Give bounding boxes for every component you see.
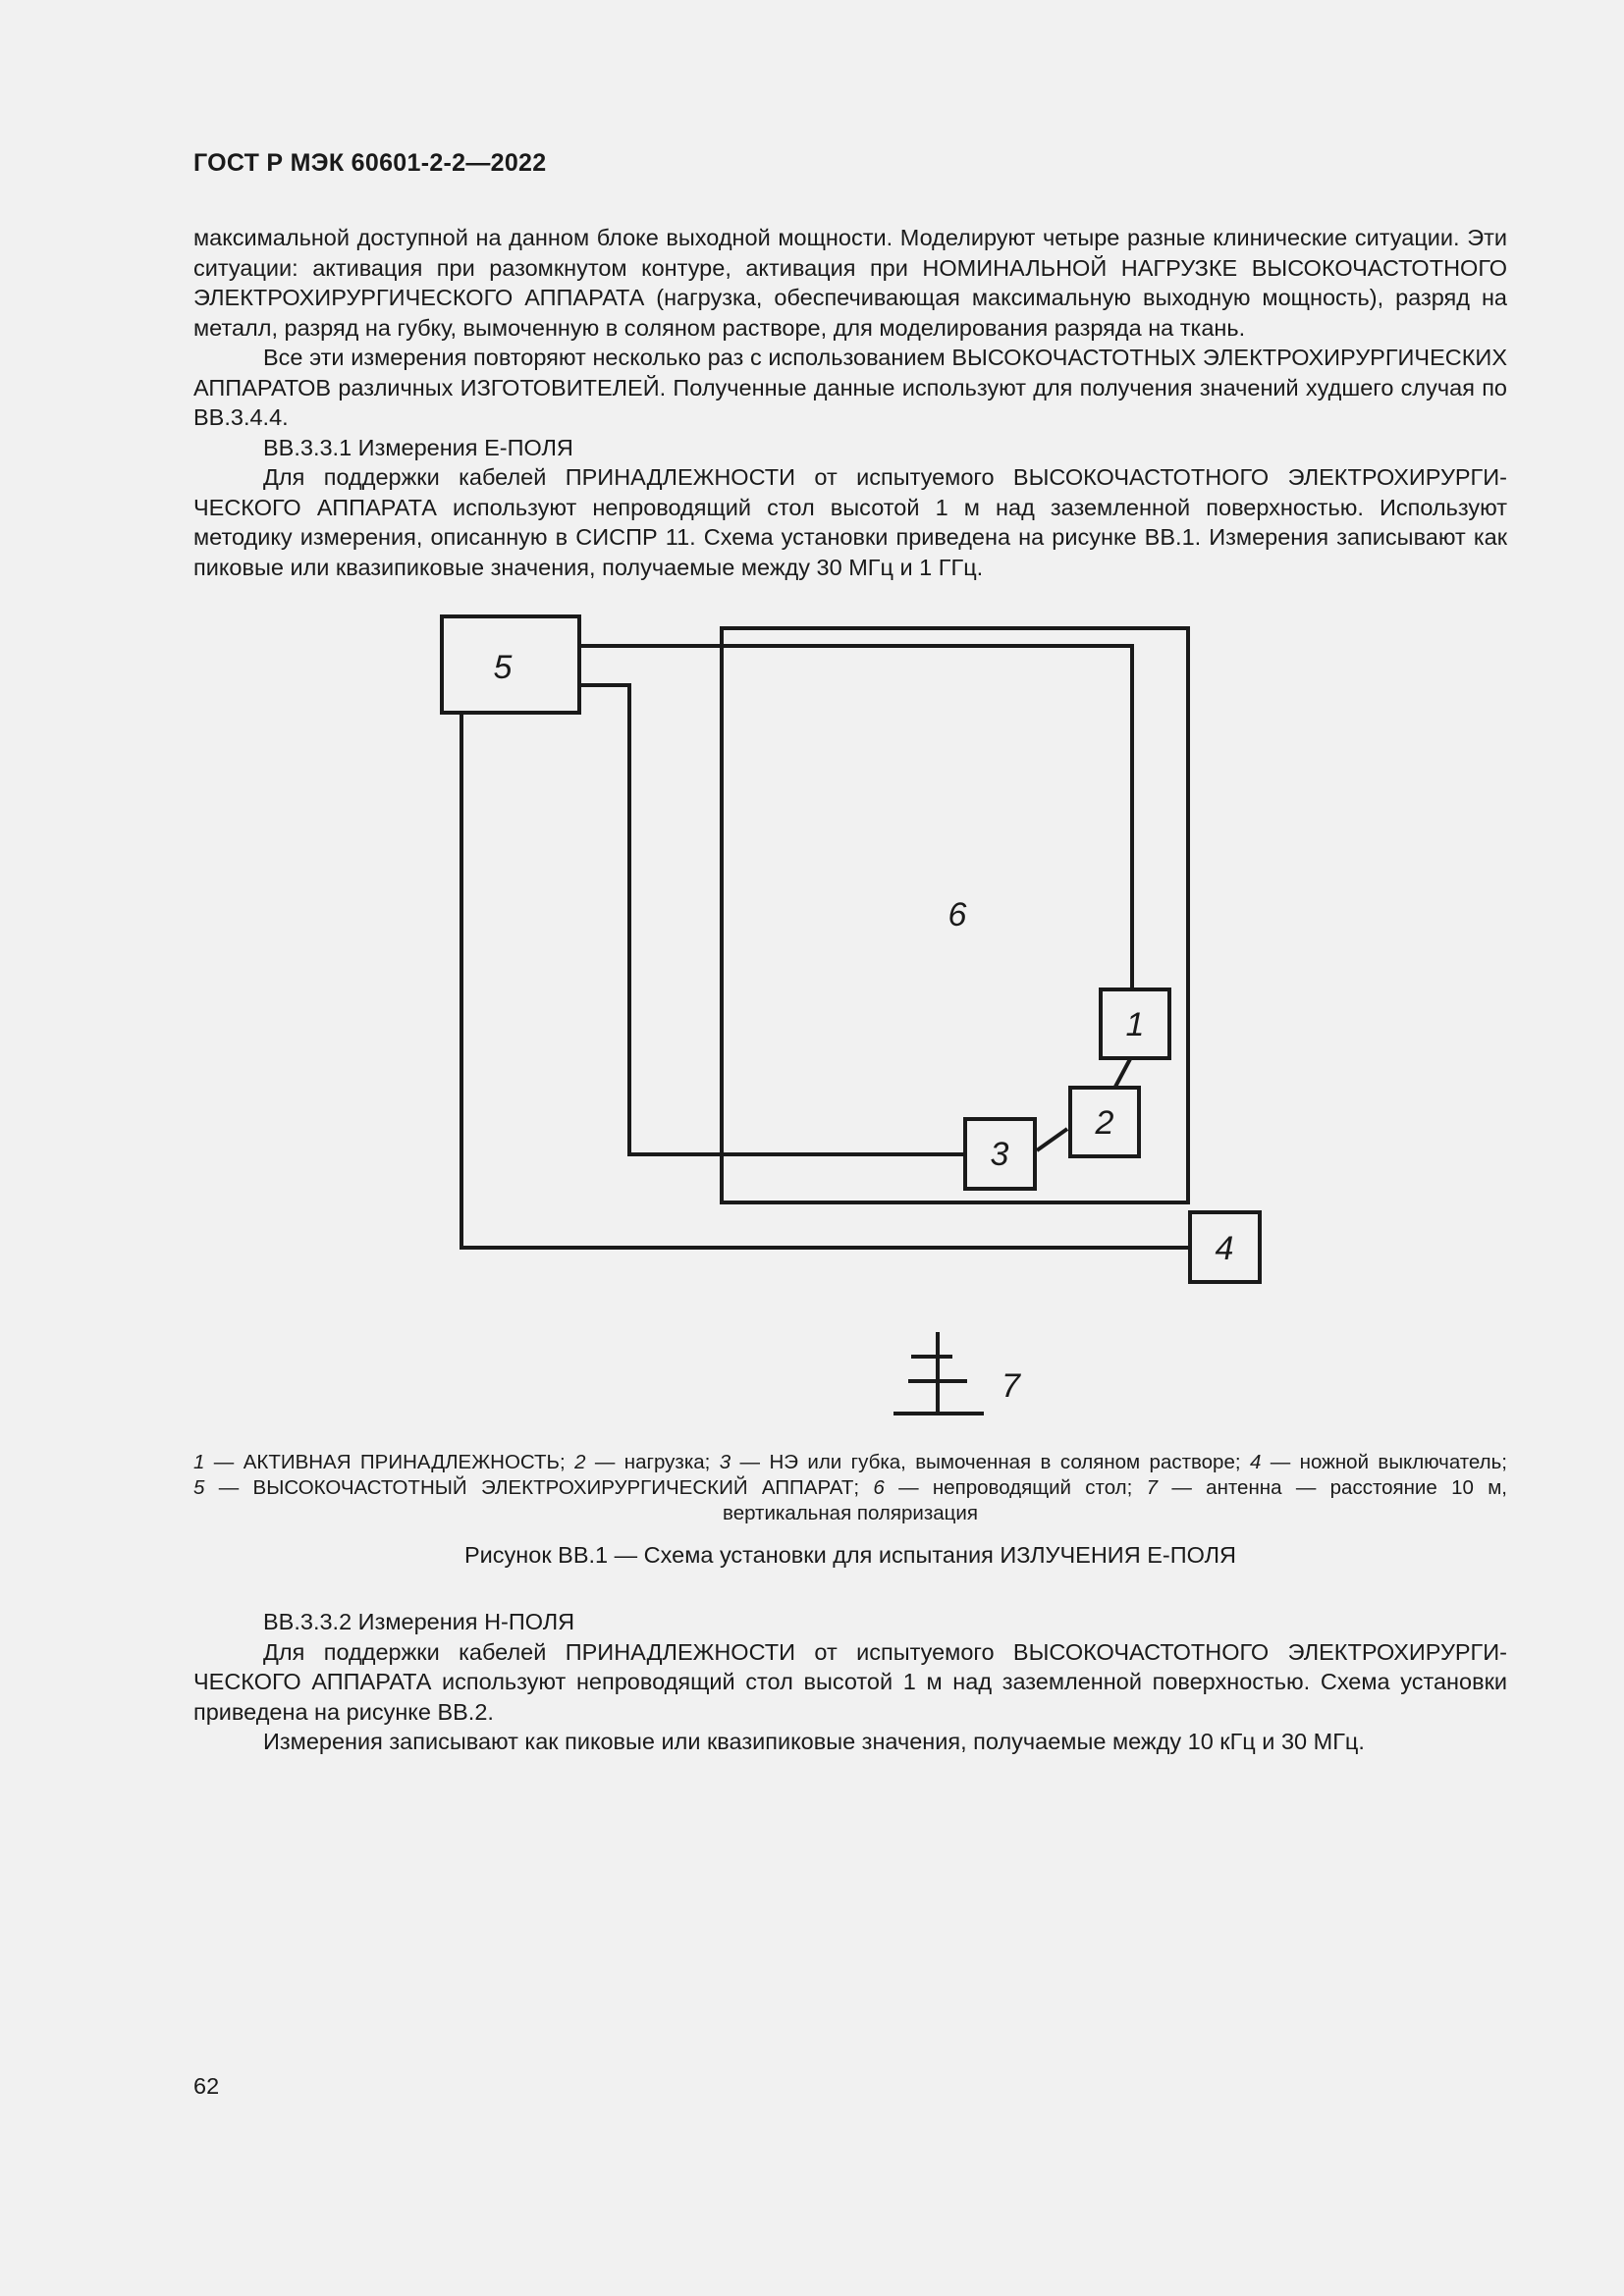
paragraph: Измерения записывают как пиковые или квазипиковые значения, получаемые между 10 кГц и 30 МГц. bbox=[263, 1729, 1365, 1754]
section-heading-h-field: ВВ.3.3.2 Измерения Н-ПОЛЯ bbox=[263, 1609, 575, 1634]
label-3: 3 bbox=[990, 1136, 1009, 1173]
body-text-top bbox=[193, 223, 1507, 582]
figure-diagram bbox=[412, 604, 1276, 1418]
legend-number: 4 bbox=[1249, 1451, 1262, 1473]
label-2: 2 bbox=[1095, 1104, 1114, 1142]
cable-5-to-4 bbox=[461, 713, 1190, 1248]
legend-line-2 bbox=[193, 1475, 1507, 1501]
paragraph: максимальной доступной на данном блоке выходной мощности. Моделируют четыре разные клинические ситуации. Эти ситуации: активация при разомкнутом контуре, активация при НОМИНАЛЬНОЙ НАГРУЗКЕ ВЫСОКОЧАСТОТНОГО ЭЛЕКТРОХИРУРГИЧЕСКОГО АППАРАТА (нагрузка, обеспечивающая максимальную выходную мощность), разряд на металл, разряд на губку, вымоченную в соляном растворе, для моделирования разряда на ткань. bbox=[193, 225, 1507, 341]
legend-number: 3 bbox=[719, 1451, 731, 1473]
label-7: 7 bbox=[1001, 1367, 1020, 1405]
connector-1-2 bbox=[1115, 1057, 1131, 1087]
legend-number: 1 bbox=[193, 1451, 205, 1473]
antenna-icon bbox=[893, 1332, 984, 1414]
label-4: 4 bbox=[1215, 1230, 1234, 1267]
paragraph: Все эти измерения повторяют несколько раз с использованием ВЫСОКОЧАСТОТНЫХ ЭЛЕКТРОХИРУРГИЧЕСКИХ АППАРАТОВ различных ИЗГОТОВИТЕЛЕЙ. Полученные данные используют для получения значений худшего случая по ВВ.3.4.4. bbox=[193, 345, 1507, 430]
label-6: 6 bbox=[947, 896, 967, 934]
legend-text: — нагрузка; bbox=[585, 1451, 720, 1473]
page-number: 62 bbox=[193, 2073, 220, 2099]
legend-number: 6 bbox=[873, 1476, 885, 1499]
document-header: ГОСТ Р МЭК 60601-2-2—2022 bbox=[193, 149, 547, 177]
cable-5-to-3 bbox=[579, 685, 965, 1154]
legend-text: — АКТИВНАЯ ПРИНАДЛЕЖНОСТЬ; bbox=[204, 1451, 575, 1473]
legend-number: 2 bbox=[574, 1451, 586, 1473]
figure-legend bbox=[193, 1450, 1507, 1526]
legend-text: — непроводящий стол; bbox=[884, 1476, 1147, 1499]
legend-number: 5 bbox=[193, 1476, 205, 1499]
label-5: 5 bbox=[493, 649, 513, 686]
connector-2-3 bbox=[1037, 1129, 1067, 1150]
legend-number: 7 bbox=[1146, 1476, 1159, 1499]
paragraph: Для поддержки кабелей ПРИНАДЛЕЖНОСТИ от испытуемого ВЫСОКОЧАСТОТНОГО ЭЛЕКТРОХИРУРГИЧЕСКОГО АППАРАТА используют непроводящий стол высотой 1 м над заземленной поверхностью. Схема установки приведена на рисунке ВВ.2. bbox=[193, 1638, 1507, 1725]
legend-text: — НЭ или губка, вымоченная в соляном растворе; bbox=[731, 1451, 1250, 1473]
legend-text: — ножной выключатель; bbox=[1261, 1451, 1507, 1473]
figure-caption: Рисунок ВВ.1 — Схема установки для испытания ИЗЛУЧЕНИЯ Е-ПОЛЯ bbox=[464, 1542, 1236, 1568]
legend-text: — ВЫСОКОЧАСТОТНЫЙ ЭЛЕКТРОХИРУРГИЧЕСКИЙ АППАРАТ; bbox=[204, 1476, 874, 1499]
body-text-bottom bbox=[193, 1607, 1507, 1757]
legend-text: — антенна — расстояние 10 м, bbox=[1158, 1476, 1507, 1499]
legend-line-1 bbox=[193, 1450, 1507, 1475]
legend-line-3: вертикальная поляризация bbox=[723, 1502, 978, 1524]
cable-5-to-1 bbox=[579, 646, 1132, 989]
paragraph: Для поддержки кабелей ПРИНАДЛЕЖНОСТИ от испытуемого ВЫСОКОЧАСТОТНОГО ЭЛЕКТРОХИРУРГИЧЕСКОГО АППАРАТА используют непроводящий стол высотой 1 м над заземленной поверхностью. Используют методику измерения, описанную в СИСПР 11. Схема установки приведена на рисунке ВВ.1. Измерения записывают как пиковые или квазипиковые значения, получаемые между 30 МГц и 1 ГГц. bbox=[193, 464, 1507, 580]
section-heading-e-field: ВВ.3.3.1 Измерения Е-ПОЛЯ bbox=[263, 434, 573, 460]
label-1: 1 bbox=[1125, 1006, 1145, 1043]
